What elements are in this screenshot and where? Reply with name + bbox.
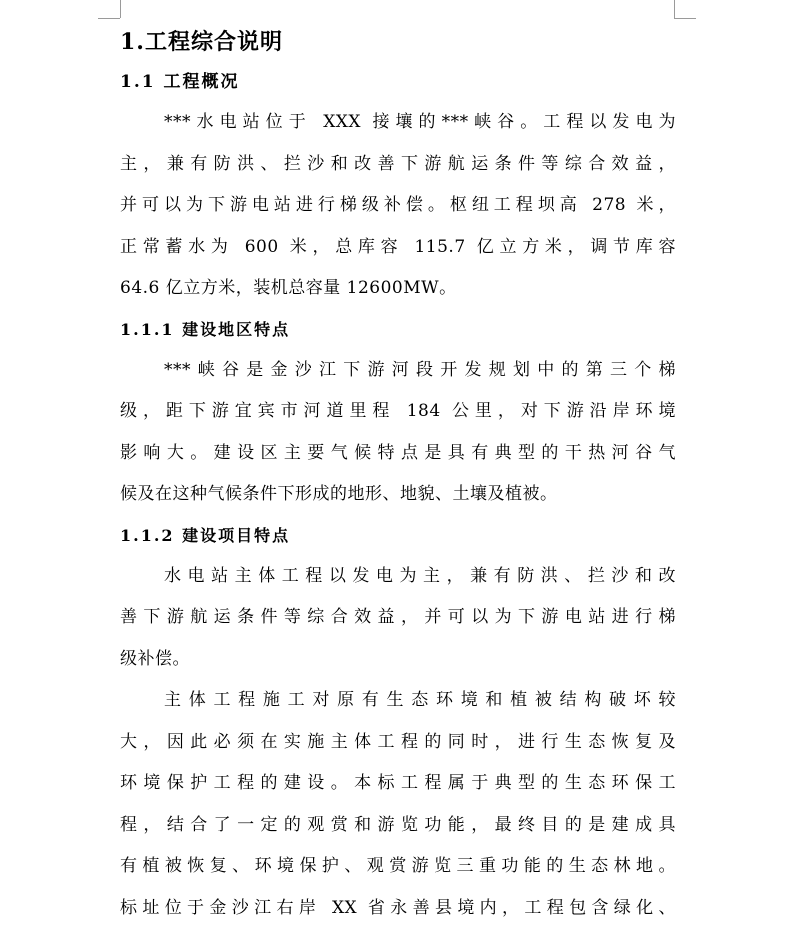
text-line: 大，因此必须在实施主体工程的同时，进行生态恢复及 xyxy=(120,731,676,752)
text-line: 64.6 亿立方米，装机总容量 12600MW。 xyxy=(120,278,457,298)
crop-mark-left-horizontal xyxy=(98,18,120,19)
text-line: 影响大。建设区主要气候特点是具有典型的干热河谷气 xyxy=(120,442,676,463)
text-line: 有植被恢复、环境保护、观赏游览三重功能的生态林地。 xyxy=(120,856,676,876)
text-line: 级补偿。 xyxy=(120,648,190,669)
text-line: ***峡谷是金沙江下游河段开发规划中的第三个梯 xyxy=(164,359,676,380)
text-line: 主，兼有防洪、拦沙和改善下游航运条件等综合效益， xyxy=(120,153,676,174)
paragraph-project-features-1 xyxy=(120,556,676,681)
text-line: 级，距下游宜宾市河道里程 184 公里，对下游沿岸环境 xyxy=(120,401,676,421)
text-line: 标址位于金沙江右岸 XX 省永善县境内，工程包含绿化、 xyxy=(120,897,676,918)
text-line: ***水电站位于 XXX 接壤的***峡谷。工程以发电为 xyxy=(164,112,676,132)
text-line: 程，结合了一定的观赏和游览功能，最终目的是建成具 xyxy=(120,814,676,835)
section-heading-1-1-1: 1.1.1 建设地区特点 xyxy=(120,319,291,339)
section-heading-1-1-2: 1.1.2 建设项目特点 xyxy=(120,525,291,545)
document-page xyxy=(120,22,676,929)
crop-mark-left-vertical xyxy=(120,0,121,18)
crop-mark-right-horizontal xyxy=(674,18,696,19)
text-line: 环境保护工程的建设。本标工程属于典型的生态环保工 xyxy=(120,773,676,793)
text-line: 主体工程施工对原有生态环境和植被结构破坏较 xyxy=(164,690,676,710)
paragraph-project-features-2 xyxy=(120,680,676,929)
text-line: 并可以为下游电站进行梯级补偿。枢纽工程坝高 278 米， xyxy=(120,195,676,215)
section-heading-1-1: 1.1 工程概况 xyxy=(120,72,240,92)
crop-mark-right-vertical xyxy=(674,0,675,18)
document-title: 1.工程综合说明 xyxy=(120,29,283,55)
paragraph-region-features xyxy=(120,350,676,516)
text-line: 候及在这种气候条件下形成的地形、地貌、土壤及植被。 xyxy=(120,484,558,504)
paragraph-overview xyxy=(120,102,676,310)
text-line: 正常蓄水为 600 米，总库容 115.7 亿立方米，调节库容 xyxy=(120,236,676,257)
text-line: 善下游航运条件等综合效益，并可以为下游电站进行梯 xyxy=(120,607,676,627)
text-line: 水电站主体工程以发电为主，兼有防洪、拦沙和改 xyxy=(164,565,676,586)
